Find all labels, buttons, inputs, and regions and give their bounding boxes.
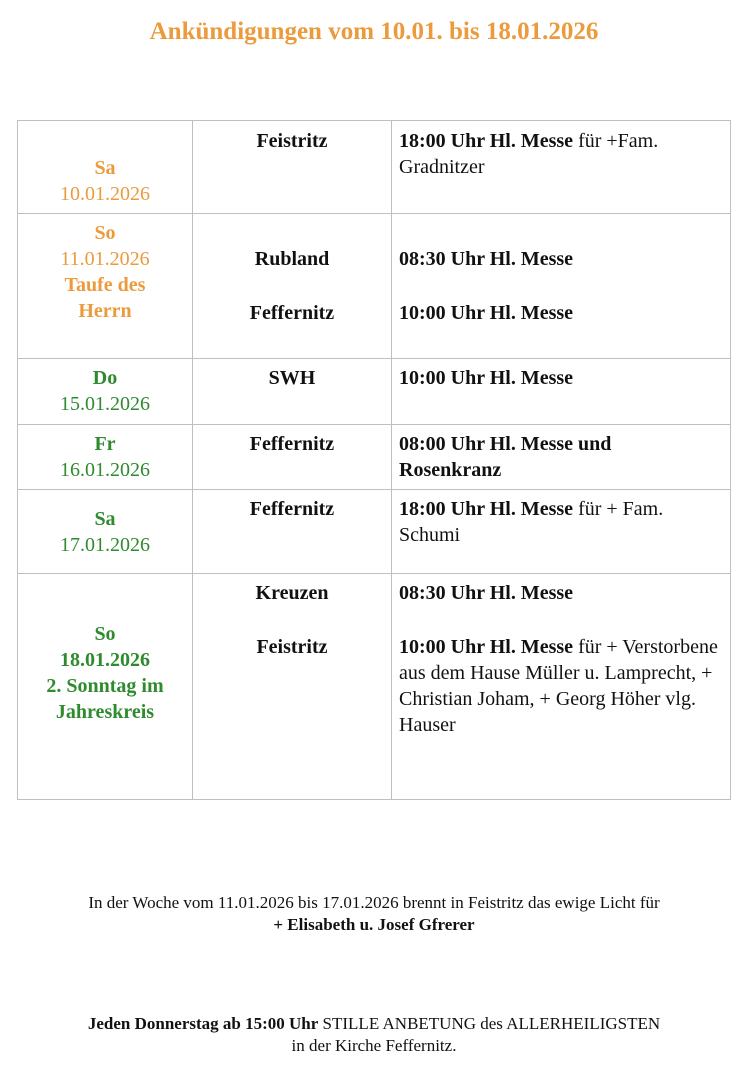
day-cell — [18, 359, 193, 425]
place: Feffernitz — [249, 433, 335, 455]
adoration-line — [0, 1013, 748, 1035]
mass-intention: für +Fam. Gradnitzer — [399, 130, 659, 178]
table-row — [18, 214, 731, 359]
mass-time: 10:00 Uhr Hl. Messe — [399, 302, 574, 324]
place-cell — [193, 214, 392, 359]
date: 10.01.2026 — [60, 183, 150, 205]
schedule-table — [17, 120, 731, 800]
mass-time: 10:00 Uhr Hl. Messe — [399, 367, 574, 389]
day-cell — [18, 490, 193, 574]
eternal-light-text: In der Woche vom 11.01.2026 bis 17.01.2026 brennt in Feistritz das ewige Licht für — [88, 893, 660, 912]
place: Kreuzen — [255, 582, 329, 604]
place: Rubland — [254, 248, 330, 270]
event-cell — [392, 490, 731, 574]
place: SWH — [268, 367, 316, 389]
table-row — [18, 574, 731, 800]
place-cell — [193, 574, 392, 800]
adoration-text: STILLE ANBETUNG des ALLERHEILIGSTEN — [322, 1014, 661, 1033]
table-row — [18, 359, 731, 425]
place-cell — [193, 425, 392, 490]
place-cell — [193, 121, 392, 214]
weekday: Do — [92, 367, 118, 389]
mass-time: 18:00 Uhr Hl. Messe — [399, 498, 574, 520]
mass-intention: für + Verstorbene aus dem Hause Müller u. Lamprecht, + Christian Joham, + Georg Höher vlg. Hauser — [399, 636, 718, 736]
weekday: Sa — [94, 157, 116, 179]
adoration-place: in der Kirche Feffernitz. — [291, 1036, 457, 1055]
place: Feffernitz — [249, 498, 335, 520]
weekday: So — [94, 222, 116, 244]
eternal-light-names: + Elisabeth u. Josef Gfrerer — [273, 915, 475, 934]
page-title: Ankündigungen vom 10.01. bis 18.01.2026 — [149, 18, 599, 45]
eternal-light-note — [0, 892, 748, 936]
mass-time: 18:00 Uhr Hl. Messe — [399, 130, 574, 152]
feast-name: 2. Sonntag im Jahreskreis — [46, 675, 164, 723]
mass-time: 08:30 Uhr Hl. Messe — [399, 248, 574, 270]
feast-name: Taufe des Herrn — [64, 274, 146, 322]
place: Feistritz — [256, 636, 328, 658]
place: Feffernitz — [249, 302, 335, 324]
event-cell — [392, 425, 731, 490]
mass-time: 08:30 Uhr Hl. Messe — [399, 582, 574, 604]
event-cell — [392, 359, 731, 425]
mass-entry — [399, 634, 722, 738]
mass-intention: für + Fam. Schumi — [399, 498, 664, 546]
day-cell — [18, 574, 193, 800]
day-cell — [18, 121, 193, 214]
weekday: So — [94, 623, 116, 645]
weekday: Fr — [94, 433, 116, 455]
date: 11.01.2026 — [60, 248, 150, 270]
date: 17.01.2026 — [60, 533, 150, 556]
date: 16.01.2026 — [60, 459, 150, 481]
adoration-note — [0, 1013, 748, 1057]
date: 18.01.2026 — [60, 649, 150, 671]
event-cell — [392, 121, 731, 214]
date: 15.01.2026 — [60, 393, 150, 415]
place-cell — [193, 359, 392, 425]
adoration-time: Jeden Donnerstag ab 15:00 Uhr — [87, 1014, 319, 1033]
mass-time: 10:00 Uhr Hl. Messe — [399, 636, 574, 658]
event-cell — [392, 574, 731, 800]
day-cell — [18, 425, 193, 490]
day-cell — [18, 214, 193, 359]
table-row — [18, 425, 731, 490]
weekday: Sa — [94, 507, 116, 530]
table-row — [18, 490, 731, 574]
place-cell — [193, 490, 392, 574]
table-row — [18, 121, 731, 214]
place: Feistritz — [256, 130, 328, 152]
mass-time: 08:00 Uhr Hl. Messe und Rosenkranz — [399, 433, 612, 481]
event-cell — [392, 214, 731, 359]
